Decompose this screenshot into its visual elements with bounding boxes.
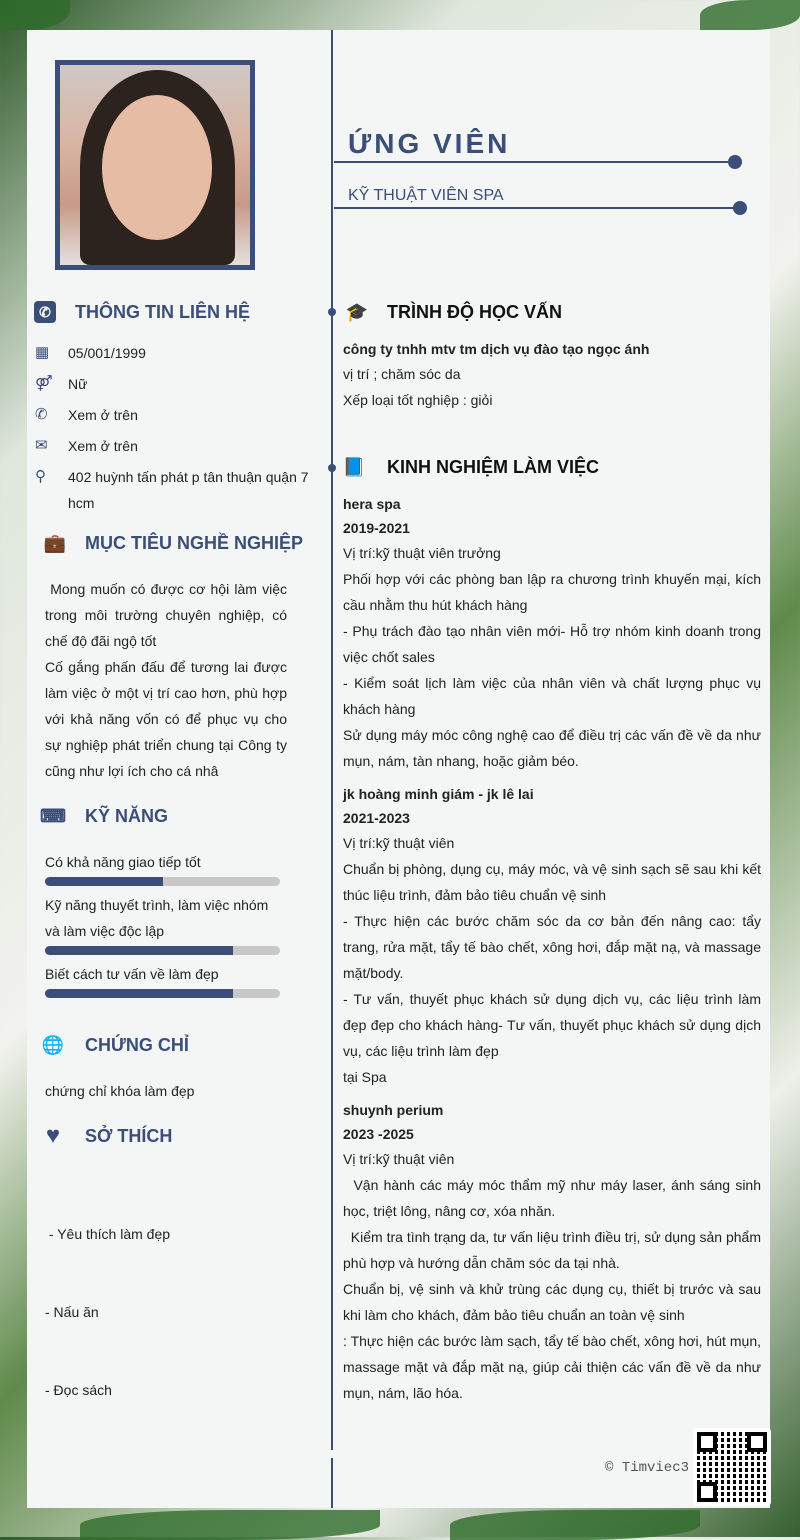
job-entry bbox=[343, 1098, 765, 1406]
location-icon: ⚲ bbox=[35, 468, 46, 485]
hobby-item: - Yêu thích làm đẹp bbox=[45, 1226, 171, 1242]
job-company: jk hoàng minh giám - jk lê lai bbox=[343, 786, 534, 802]
job-line: - Phụ trách đào tạo nhân viên mới- Hỗ trợ nhóm kinh doanh trong việc chốt sales bbox=[343, 623, 761, 665]
job-line: - Kiểm soát lịch làm việc của nhân viên và chất lượng phục vụ khách hàng bbox=[343, 675, 761, 717]
book-icon: 📘 bbox=[342, 456, 366, 477]
job-line: Phối hợp với các phòng ban lập ra chương trình khuyến mại, kích cầu nhằm thu hút khách hàng bbox=[343, 571, 761, 613]
contact-heading: ✆ THÔNG TIN LIÊN HỆ bbox=[34, 301, 250, 323]
job-line: Vị trí:kỹ thuật viên trưởng bbox=[343, 545, 501, 561]
job-period: 2019-2021 bbox=[343, 520, 410, 536]
job-line: Vị trí:kỹ thuật viên bbox=[343, 1151, 455, 1167]
skill-bar bbox=[45, 877, 280, 886]
education-line: Xếp loại tốt nghiệp : giỏi bbox=[343, 392, 493, 408]
keyboard-icon: ⌨ bbox=[40, 805, 66, 826]
birthday: 05/001/1999 bbox=[68, 345, 146, 361]
skill-label: Có khả năng giao tiếp tốt bbox=[45, 854, 201, 870]
phone-icon: ✆ bbox=[34, 301, 56, 323]
foliage-decoration bbox=[700, 0, 800, 30]
gender-icon: ⚤ bbox=[35, 375, 53, 392]
graduation-cap-icon: 🎓 bbox=[345, 301, 369, 322]
resume-page bbox=[27, 30, 770, 1508]
objective-heading: 💼 MỤC TIÊU NGHỀ NGHIỆP bbox=[43, 532, 304, 553]
education-line: vị trí ; chăm sóc da bbox=[343, 366, 461, 382]
globe-icon: 🌐 bbox=[41, 1034, 65, 1055]
job-line: tại Spa bbox=[343, 1069, 387, 1085]
skills-list bbox=[45, 849, 285, 1004]
hobby-item: - Đọc sách bbox=[45, 1382, 112, 1398]
email-icon: ✉ bbox=[35, 437, 48, 454]
job-company: shuynh perium bbox=[343, 1102, 444, 1118]
foliage-decoration bbox=[80, 1510, 380, 1540]
skill-label: Biết cách tư vấn về làm đẹp bbox=[45, 966, 219, 982]
avatar-photo bbox=[55, 60, 255, 270]
copyright: © Timviec3 bbox=[605, 1460, 690, 1476]
job-line: Vị trí:kỹ thuật viên bbox=[343, 835, 455, 851]
job-entry bbox=[343, 492, 761, 774]
qr-code[interactable] bbox=[693, 1428, 771, 1506]
job-line: - Thực hiện các bước chăm sóc da cơ bản đến nâng cao: tẩy trang, rửa mặt, tẩy tế bào chết, xông hơi, đắp mặt nạ, và massage mặt/body. bbox=[343, 913, 761, 981]
job-line: Sử dụng máy móc công nghệ cao để điều trị các vấn đề về da như mụn, nám, tàn nhang, hoặc giảm béo. bbox=[343, 727, 761, 769]
candidate-name: ỨNG VIÊN bbox=[348, 128, 511, 159]
job-entry bbox=[343, 782, 761, 1090]
skills-heading: ⌨ KỸ NĂNG bbox=[40, 805, 169, 826]
heart-icon: ♥ bbox=[45, 1122, 61, 1149]
education-heading: 🎓 TRÌNH ĐỘ HỌC VẤN bbox=[343, 301, 562, 323]
experience-heading: 📘 KINH NGHIỆM LÀM VIỆC bbox=[342, 456, 600, 477]
job-period: 2023 -2025 bbox=[343, 1126, 414, 1142]
job-line: Vận hành các máy móc thẩm mỹ như máy laser, ánh sáng sinh học, triệt lông, nâng cơ, xóa nhăn. bbox=[343, 1177, 765, 1219]
job-line: Kiểm tra tình trạng da, tư vấn liệu trình điều trị, sử dụng sản phẩm phù hợp và hướng dẫn chăm sóc da tại nhà. bbox=[343, 1229, 765, 1271]
experience-list bbox=[343, 492, 765, 1406]
job-line: Chuẩn bị, vệ sinh và khử trùng các dụng cụ, thiết bị trước và sau khi làm cho khách, đảm bảo tiêu chuẩn an toàn vệ sinh bbox=[343, 1281, 761, 1323]
skill-label: Kỹ năng thuyết trình, làm việc nhóm và làm việc độc lập bbox=[45, 897, 269, 939]
briefcase-icon: 💼 bbox=[43, 532, 67, 553]
email: Xem ở trên bbox=[68, 438, 138, 454]
job-line: - Tư vấn, thuyết phục khách sử dụng dịch vụ, các liệu trình làm đẹp đẹp cho khách hàng- Tư vấn, thuyết phục khách sử dụng dịch vụ, các liệu trình làm đẹp bbox=[343, 991, 761, 1059]
hobby-item: - Nấu ăn bbox=[45, 1304, 99, 1320]
gender: Nữ bbox=[68, 376, 88, 392]
school-name: công ty tnhh mtv tm dịch vụ đào tạo ngọc ánh bbox=[343, 341, 650, 357]
foliage-decoration bbox=[450, 1510, 700, 1540]
job-period: 2021-2023 bbox=[343, 810, 410, 826]
certificate-text: chứng chỉ khóa làm đẹp bbox=[45, 1083, 195, 1099]
timeline-line bbox=[331, 1458, 333, 1508]
job-line: Chuẩn bị phòng, dụng cụ, máy móc, và vệ sinh sạch sẽ sau khi kết thúc liệu trình, đảm bảo tiêu chuẩn vệ sinh bbox=[343, 861, 761, 903]
skill-bar bbox=[45, 989, 280, 998]
calendar-icon: ▦ bbox=[35, 344, 50, 361]
objective-text: Mong muốn có được cơ hội làm việc trong môi trường chuyên nghiệp, có chế độ đãi ngộ tốt bbox=[45, 581, 291, 649]
foliage-decoration bbox=[0, 0, 70, 30]
phone: Xem ở trên bbox=[68, 407, 138, 423]
skill-bar bbox=[45, 946, 280, 955]
phone-icon: ✆ bbox=[35, 406, 48, 423]
address: 402 huỳnh tấn phát p tân thuận quận 7 hcm bbox=[68, 469, 309, 511]
timeline-line bbox=[331, 30, 333, 1450]
hobbies-heading: ♥ SỞ THÍCH bbox=[42, 1125, 172, 1147]
objective-text-2: Cố gắng phấn đấu để tương lai được làm việc ở một vị trí cao hơn, phù hợp với khả năng vốn có để phục vụ cho sự nghiệp phát triển chung tại Công ty cũng như lợi ích cho cá nhâ bbox=[45, 659, 287, 779]
job-line: : Thực hiện các bước làm sạch, tẩy tế bào chết, xông hơi, hút mụn, massage mặt và đắp mặt nạ, giúp cải thiện các vấn đề về da như mụn, nám, lão hóa. bbox=[343, 1333, 761, 1401]
job-company: hera spa bbox=[343, 496, 401, 512]
certificates-heading: 🌐 CHỨNG CHỈ bbox=[41, 1034, 189, 1055]
candidate-position: KỸ THUẬT VIÊN SPA bbox=[348, 187, 504, 204]
